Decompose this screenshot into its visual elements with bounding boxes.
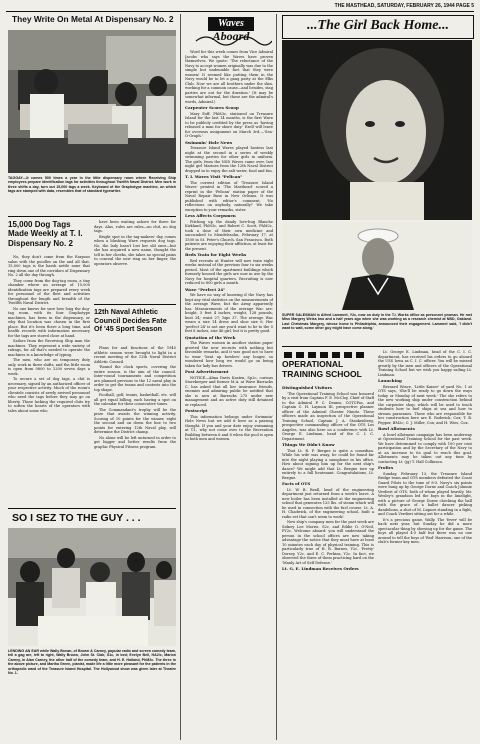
dog-tags-p2: They come from the dog-tag room, a tiny chamber where an average of 15,000 identification tags are prepared every week for personnel of the fleet and activities throughout the length and breadth of the Twelfth Naval District. xyxy=(8,278,90,305)
waves-sub-6: Wave "Perfect 24" xyxy=(185,286,226,292)
waves-sub-5: Beds Train for Eight Weeks xyxy=(185,252,247,257)
dispensary-photo-art xyxy=(8,30,176,173)
waves-p4: The current edition of 'Treasure Island Waves' printed in 'The Masthead' scored a reprint in the 'Pelican' station paper of the Naval Repair Base in New Orleans. It was published with editor's comment, 'No reflections on anybody, naturally!' We take exception to your remarks, sister. xyxy=(185,180,273,212)
ots-sub-4: Lt. G. E. Lindman Receives Orders xyxy=(282,566,359,571)
lending-ear-photo-art xyxy=(8,528,176,646)
waves-p9: NOTICE—Alma Davis Kasten, Sp2c, curious Storekeeper and former M.A. at Wave Barracks C, has asked that all her insurance friends, enemies and admiring public be notified that she is now at Barracks 275 under new management and an active duty still detained or replaced. xyxy=(185,375,273,407)
ots-p2: That Lt. R. F. Bergne is quite a comedian. While his wife was away, he could be found far into the night playing a saxophone in his office. How about signing him up for the next ship's dance? We might add that Lt. Bergne tore up entirely to a full lieutenant. Congratulations, Lt. Bergne. xyxy=(282,448,374,480)
ots-sub-6: Bowl Allotments xyxy=(378,426,415,431)
ots-p3: Lt. W. B. Beall, head of the engineering department just returned from a week's leave. A new boiler has been installed at the engineering school that generates 125 lbs. of steam which will be used in connection with the fuel course. Lt. A. H. Chadwick, of the engineering school, built a radio set that can't seem to work! xyxy=(282,487,374,519)
waves-sub-8: Post Advertisement xyxy=(185,369,229,374)
waves-p5: Pitching up the dandy love-bug Blanche Kirkland, PhM3c, and Robert C. Scott, PhM2c, took a dose of their own medicine and succumbed to Mendelssohn, February 17, at 1500 in St. Peter's Church, San Francisco. Both patients are enjoying their affliction, at least for the present. xyxy=(185,219,273,251)
dog-tags-headline: 15,000 Dog Tags Made Weekly at T. I. Dispensary No. 2 xyxy=(8,220,83,248)
dog-tags-p6: To secure a set of dog tags, a chit is necessary, signed by an authorized officer of your respective activity. Much of the room's clientele consists of newly arrived personnel who need the tags before they may go on liberty. Those lacking the required chits try to soften the hearts of the operators with tales about some who xyxy=(8,377,90,413)
waves-p1: Word for this week comes from Vice Admiral Jacobs who says the Waves have proven themselves. We quote: 'The reluctance of the Navy to accept women originally was due to the simple but undeniable fact that they were women! It seemed like putting them in the Navy would be to let a gang party at the Elks Club. Now we are all brothers under the skin, working for a common cause—and besides, stag parties are out for the duration.' (It may be somewhat informal, but those are the admiral's words, Admiral.) xyxy=(185,50,273,104)
col-sep-1 xyxy=(180,14,181,740)
naval-council-headline: 12th Naval Athletic Council Decides Fate Of '45 Sport Season xyxy=(94,307,167,334)
waves-p10: This information belongs under Swimmin' Hole News but we add it here as a passing thought. If you and your date enjoy swimming at T.I., why not come over to the Recreation Building between 6 and 8 when the pool is open to both men and women. xyxy=(185,414,273,441)
rule-left-1 xyxy=(8,216,176,217)
ots-sub-1: Distinguished Visitors xyxy=(282,385,332,390)
lending-ear-photo xyxy=(8,528,176,646)
ots-banner xyxy=(282,350,374,382)
dog-tags-p3: No one knows for sure how long the dog-tag room, with its four Graphotype machines, has been in the dispensary, or why that location was chosen in the first place. But it's been there a long time, and health records with information necessary for the tags are stored close at hand. xyxy=(8,306,90,338)
waves-sub-3: T. I. Waves Visit "Pelican" xyxy=(185,174,243,179)
council-p2: 'Round the clock sports, covering the entire season, is the aim of the council. Inter-round tournaments and competition are planned previous to the 12 naval play in order to get the teams and contests into the top shape. xyxy=(94,365,176,392)
waves-sub-4: Less Affects Corpsmen xyxy=(185,213,236,218)
dog-tags-col2-p2: Bright spot in the tag-makers' day comes when a blushing Wave requests dog tags. No, the lady hasn't lost her old ones—but she has acquired a new name, thought the tell in her cheeks, she takes no special pains to conceal the new ring on her finger, the operators observe. xyxy=(94,234,176,266)
council-p5: No alone will be left unturned in order to get bigger and better results from the graphic Physical Fitness program. xyxy=(94,435,176,449)
dispensary-caption: TAGGAY—It comes 500 times a year in the little dispensary room where Receiving Ship employees prepare identification tags for activities throughout Twelfth Naval District. Men work in three shifts a day, turn out 15,000 tags a week. Keyboard of the Graphotype machine, on which tags are stamped with data, resembles that of standard typewriter. xyxy=(8,176,176,194)
waves-sub-7: Quotation of the Week xyxy=(185,334,236,340)
ots-p7: A bowl allotment campaign has been underway at Operational Training School for the past week. We have determined to comply with 100 per cent participation and by the Secretary of the Navy to at an increase to its goal to reach this goal. Allotments may be taken out any time by contacting Lt. (jg) T. Hall Collinson. xyxy=(378,432,472,464)
waves-sub-2: Swimmin' Hole News xyxy=(185,139,233,145)
ots-column-1 xyxy=(282,384,374,740)
dispensary-headline: They Write On Metal At Dispensary No. 2 xyxy=(12,14,174,24)
col-sep-2 xyxy=(276,14,277,740)
dog-tags-p5: The men, who are on temporary duty only, work in three shifts, and the little room is open from 0800 to 2200 seven days a week. xyxy=(8,358,90,376)
rule-ots-top xyxy=(282,346,472,347)
sailor-portrait-art xyxy=(282,222,472,310)
ots-sub-2: Things We Didn't Know xyxy=(282,442,335,447)
dog-tags-col1 xyxy=(8,255,90,503)
header-rule xyxy=(6,11,474,12)
sailor-portrait-photo xyxy=(282,222,472,310)
rule-sez-top xyxy=(8,508,176,509)
ots-p6: Bernard Wince, 'Little Kaiser' of yard No. 1 at OTS says, 'She'll be ready to go down the ways today or Monday of next week.' The she refers to the new working ship under construction behind the carpenter shop, which will be used to teach students how to fuel ships at sea and how to stream paravanes. Those who are responsible for her construction here are E. Roderick, Cox; T. B. Pepper, BM2c; C. J. Miller, Cox; and H. Wies, Cox. xyxy=(378,384,472,425)
waves-sub-9: Postscript xyxy=(185,408,208,413)
dog-tags-col2-p1: have been waiting ashore for three for days. Alas, rules are rules—no chit, no dog tags. xyxy=(94,220,176,233)
ots-column-2 xyxy=(378,350,472,740)
dispensary-photo xyxy=(8,30,176,173)
ots-p8: Sunday, February 13, the Treasure Island Bridge team and OTS members defeated the Coast Guard Pilots to the tune of 8-5. Navy's six points were hung up by George Dorne and Coach Johnnie Verdieri of OTS, both of whom played heavily. Mr. Wesley's grandson led the boys in the limelight, with a picture of George Dorne checking the ball with the grace of a ballet dancer picking dandelions, a shot of M. Liquori standing in a fight, and Coach Verdieri sitting out for a while. xyxy=(378,471,472,516)
waves-column xyxy=(185,50,273,740)
girl-portrait-art xyxy=(282,40,472,220)
ots-p4: New ship's company men for the past week are Sidney Lee Morris, S2c, and Eddie O. O'Neil, PY2c. Welcome aboard: you will understand the person in the school offices are now taking advantage the notice that they must have at least 10 minutes each day of physical training. This is particularly true of H. B. Barnes, Y2c, 'Pretty' Dorsey, Y2c, and E. C. Perkins, Y2c. In fact, we observed the three of them practicing hard on the 'Manly Art of Self Defense.' xyxy=(282,520,374,565)
girl-portrait-photo xyxy=(282,40,472,220)
waves-p8: The Waves women in another station paper greeted the new recruits with nothing but favorable remarks, and it was good not to have to wear 'beat up bowlers' any longer, so wondered how long we would go on being taken for lady bus drivers. xyxy=(185,341,273,368)
girl-back-home-headline-box xyxy=(282,15,474,39)
ots-p5: Lt. George E. Lindman, head of the C. I. C. department, has received his orders to go aboard the USS Iowa as C. I. C. officer. You will be missed greatly by the men and officers of the Operational Training School but we wish you happy sailing Lt. Lindman. xyxy=(378,350,472,377)
council-p3: Football, golf, tennis, basketball, etc. will all get equal billing, each having a spot on the calendar for their consecutive times. xyxy=(94,393,176,406)
council-p4: The Commandant's trophy will be the prize that awaits the winning activity. Scoring of 10 points for the winner, eight the second and on down the line to two points for entering 12th Naval play, will determine the District champ. xyxy=(94,407,176,434)
waves-p7: We have no way of knowing if the Navy has kept any vital statistics on the measurements of the average Wave, but the Army apparently has. Measurements of the average Wac are: height, 5 feet 4 inches; weight, 128 pounds; bust 34; waist 27; hips 37. The average Wac wears a size 14 dress and shoe size 6. Her 'perfect 24' is not one you'd want to be to the 5 feet 8 inches, size 46 girl, but it is pretty good. xyxy=(185,293,273,333)
rule-council-top xyxy=(94,304,176,305)
ots-headline: OPERATIONAL TRAINING SCHOOL xyxy=(282,359,362,379)
page-header xyxy=(6,3,474,11)
waves-logo-top-text: Waves xyxy=(218,18,244,29)
girl-back-home-headline: ...The Girl Back Home... xyxy=(307,18,449,33)
council-p1: Plans for and functions of the 1945 athletic season were brought to light in a recent meeting of the 12th Naval District Athletic Council. xyxy=(94,346,176,364)
so-i-sez-headline: SO I SEZ TO THE GUY . . . xyxy=(12,512,141,524)
naval-council-col xyxy=(94,346,176,504)
ots-sub-7: Frolics xyxy=(378,465,394,470)
dog-tags-col2 xyxy=(94,220,176,302)
ots-p9: It's a precious game, Wally. The 'fever' will be back next year, but Sunday he did a more spectacular thing by showing up for the game. The boys all played 4-5 half but there was no one around to tell the boys of 'Red' Harrison, one of the club's former key men. xyxy=(378,517,472,544)
ots-p1: 'The Operational Training School was honored by a visit from Captain F. E. McCloy, Chief of Staff to the Admiral F. C. Dennis, COTCPac, and Captain C. H. Laymon III, prospective planner officer of the Admiral Chester Nimitz. These officers made an inspection of the Operational Training School, Captain J. A. Stankenberg, prospective commanding officer of the OTS Los Angeles, was also here on a conference with Lt. George E. Lindman, head of the C. I. C. Department. xyxy=(282,391,374,441)
girl-back-home-caption: SUPER SALESMAN is Alfred Lammert, Y2c, now on duty in the T.I. Works office as personnel yeoman. He met Miss Margery Weiss two and a half years ago when she was working as a research chemist at NBD, Oakland. Last Christmas Margery, whose home is Philadelphia, announced their engagement. Lammert said, 'I didn't want to wait, some other guy might have come along.' xyxy=(282,313,472,331)
dog-tags-p4: Sailors from the Receiving Ship man the machines. They represent a wide variety of ratings, for all that's needed to operate the machines is a knowledge of typing. xyxy=(8,339,90,357)
waves-p3: Treasure Island Waves played hostess last night at the second in a series of weekly swimming parties for other girls in uniform. The girls, from the NSD Waves came over, last night girl Marines from the 12th Naval District dropped in to enjoy the salt water, food and fun. xyxy=(185,146,273,173)
waves-p2: Mary Eoff, PhM3c, stationed on Treasure Island for the last 14 months, is the first Wave to be publicly credited by the press as 'having released a man for shore duty.' Ezell will leave for overseas assignment on March 3rd.—'Sea-O-Graph.' xyxy=(185,111,273,138)
waves-aboard-logo xyxy=(186,15,272,47)
waves-p6: Bed recruits at Hunter will now train eight weeks instead of the previous four to six weeks period. Most of the apartment buildings which formerly housed the girls are now in use by the Navy for hospital quarters. Recruiting is now reduced to 800 girls a month. xyxy=(185,258,273,285)
dog-tags-p1: No, they don't come from the Earpoos salon with the poodles on the and all that. 15,000 tags is the harsh nettle none that ring down one of the corridors of Dispensary No. 2 all the day through. xyxy=(8,255,90,277)
ots-sub-5: Launching xyxy=(378,378,402,383)
ots-sub-3: Facts of OTS xyxy=(282,481,311,486)
lending-ear-caption: LENDING AN EAR while Wally Brown, of Brown & Carney, popular radio and screen comedy team, tell a gag are, left to right, Wally Brown, John St. Clair, S1c, in bed; Evelyn Bell, HA2/c, Marion Carney, in Alan Carney, the other half of the comedy team, and H. E. Holland, PhM2c. The three in the above picture, and Martha Green, pianist, made life a little more pleasant for the patients in the orthopedic ward of the Treasure Island Hospital. The Hollywood show was given later at Theatre No. 1. xyxy=(8,649,176,676)
waves-sub-1: Carpenter Scores Scoop xyxy=(185,105,239,110)
header-right: THE MASTHEAD, SATURDAY, FEBRUARY 26, 1944 PAGE 5 xyxy=(334,3,474,9)
waves-logo-bottom-text: Aboard xyxy=(212,29,250,43)
